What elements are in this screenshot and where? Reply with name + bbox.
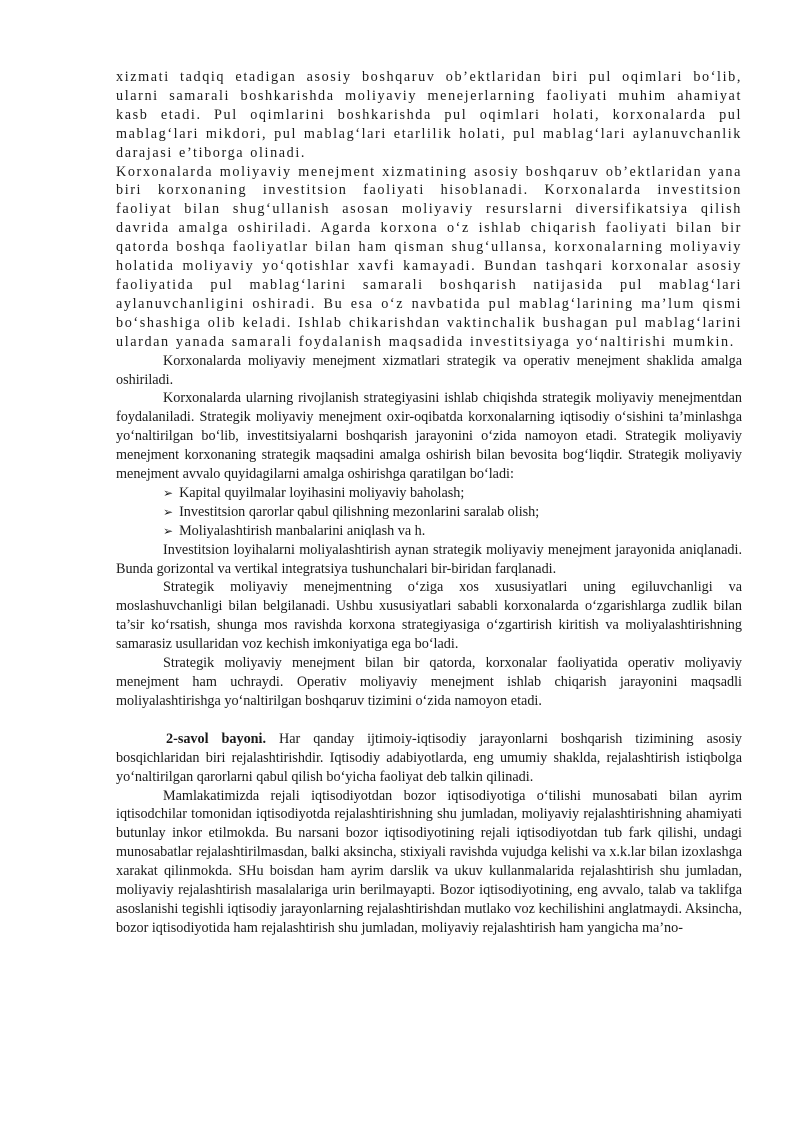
list-item: ➢ Investitsion qarorlar qabul qilishning mezonlarini saralab olish; [163,503,540,520]
bullet-list [116,484,742,541]
list-item: ➢ Kapital quyilmalar loyihasini moliyaviy baholash; [163,484,465,501]
question-2-paragraph [116,730,742,787]
paragraph-planning: Mamlakatimizda rejali iqtisodiyotdan bozor iqtisodiyotiga o‘tilishi munosabati bilan ayrim iqtisodchilar tomonidan iqtisodiyotda rejalashtirishning shu jumladan, moliyaviy rejalashtirishning ahamiyati butunlay inkor etilmokda. Bu narsani bozor iqtisodiyotining rejali iqtisodiyotdan tub fark qilishi, undagi munosabatlar rejalashtirilmasdan, balki aksincha, stixiyali ravishda vujudga kelishi va x.k.lar bilan izoxlashga xarakat qilinmokda. SHu boisdan ham ayrim darslik va ukuv kullanmalarida rejalashtirish shu jumladan, moliyaviy rejalashtirish masalalariga urin berilmayapti. Bozor iqtisodiyotining, eng avvalo, talab va taklifga asoslanishi tegishli iqtisodiy jarayonlarning rejalashtirishdan mutlako voz kechilishini anglatmaydi. Aksincha, bozor iqtisodiyotida ham rejalashtirish shu jumladan, moliyaviy rejalashtirish ham yangicha ma’no- [116,787,742,936]
paragraph-investment-activity: Korxonalarda moliyaviy menejment xizmatining asosiy boshqaruv ob’ektlaridan yana biri korxonaning investitsion faoliyati hisoblanadi. Korxonalarda investitsion faoliyat bilan shug‘ullanish asosan moliyaviy resurslarni diversifikatsiya qilish davrida amalga oshiriladi. Agarda korxona o‘z ishlab chiqarish faoliyati bilan bir qatorda boshqa faoliyatlar bilan ham qisman shug‘ullansa, korxonalarning moliyaviy holatida moliyaviy yo‘qotishlar xavfi kamayadi. Bundan tashqari korxonalar asosiy faoliyatida pul mablag‘larini samarali boshqarish natijasida pul mablag‘lari aylanuvchanligini oshiradi. Bu esa o‘z navbatida pul mablag‘larining ma’lum qismi bo‘shashiga olib keladi. Ishlab chikarishdan vaktinchalik bushagan pul mablag‘larini ulardan yanada samarali foydalanish maqsadida investitsiyaga yo‘naltirishi mumkin. [116,163,742,350]
question-2-heading: 2-savol bayoni. [166,730,267,747]
arrow-bullet-icon: ➢ [163,504,174,519]
question-2-text: Har qanday ijtimoiy-iqtisodiy jarayonlarni boshqarish tizimining asosiy bosqichlaridan biri rejalashtirishdir. Iqtisodiy adabiyotlarda, eng umumiy shaklda, rejalashtirish istiqbolga yo‘naltirilgan qarorlarni qabul qilish bo‘yicha faoliyat deb talkin qilinadi. [116,730,742,785]
paragraph-operative-management: Strategik moliyaviy menejment bilan bir qatorda, korxonalar faoliyatida operativ moliyaviy menejment ham uchraydi. Operativ moliyaviy menejment ishlab chiqarish jarayonini maqsadli moliyalashtirishga yo‘naltirilgan boshqaruv tizimini o‘zida namoyon etadi. [116,655,742,709]
spacer [116,711,742,730]
paragraph-strategic-management: Korxonalarda ularning rivojlanish strategiyasini ishlab chiqishda strategik moliyaviy menejmentdan foydalaniladi. Strategik moliyaviy menejment oxir-oqibatda korxonalarning iqtisodiy o‘sishini ta’minlashga yo‘naltirilgan bo‘lib, investitsiyalarni boshqarish jarayonini o‘zida namoyon etadi. Strategik moliyaviy menejment korxonaning strategik maqsadini amalga oshirish bilan bevosita bog‘liqdir. Strategik moliyaviy menejment avvalo quyidagilarni amalga oshirishga qaratilgan bo‘ladi: [116,390,742,483]
list-item: ➢ Moliyalashtirish manbalarini aniqlash va h. [163,522,426,539]
paragraph-cash-flows: xizmati tadqiq etadigan asosiy boshqaruv ob’ektlaridan biri pul oqimlari bo‘lib, ularni samarali boshkarishda moliyaviy menejerlarning faoliyati muhim ahamiyat kasb etadi. Pul oqimlarini boshkarishda pul oqimlari holati, korxonalarda pul mablag‘lari mikdori, pul mablag‘lari etarlilik holati, pul mablag‘lari aylanuvchanlik darajasi e’tiborga olinadi. [116,69,742,161]
arrow-bullet-icon: ➢ [163,485,174,500]
paragraph-strategic-operative: Korxonalarda moliyaviy menejment xizmatlari strategik va operativ menejment shaklida amalga oshiriladi. [116,352,742,388]
paragraph-investment-projects: Investitsion loyihalarni moliyalashtirish aynan strategik moliyaviy menejment jarayonida aniqlanadi. Bunda gorizontal va vertikal integratsiya tushunchalari bir-biridan farqlanadi. [116,541,742,577]
document-page [116,68,742,938]
arrow-bullet-icon: ➢ [163,523,174,538]
paragraph-flexibility: Strategik moliyaviy menejmentning o‘ziga xos xususiyatlari uning egiluvchanligi va moslashuvchanligi bilan belgilanadi. Ushbu xususiyatlari sababli korxonalarda o‘zgarishlarga zudlik bilan ta’sir ko‘rsatish, shunga mos ravishda korxona strategiyasiga o‘zgartirish kiritish va moliyalashtirishning samarasiz usullaridan voz kechish imkoniyatiga ega bo‘ladi. [116,579,742,653]
